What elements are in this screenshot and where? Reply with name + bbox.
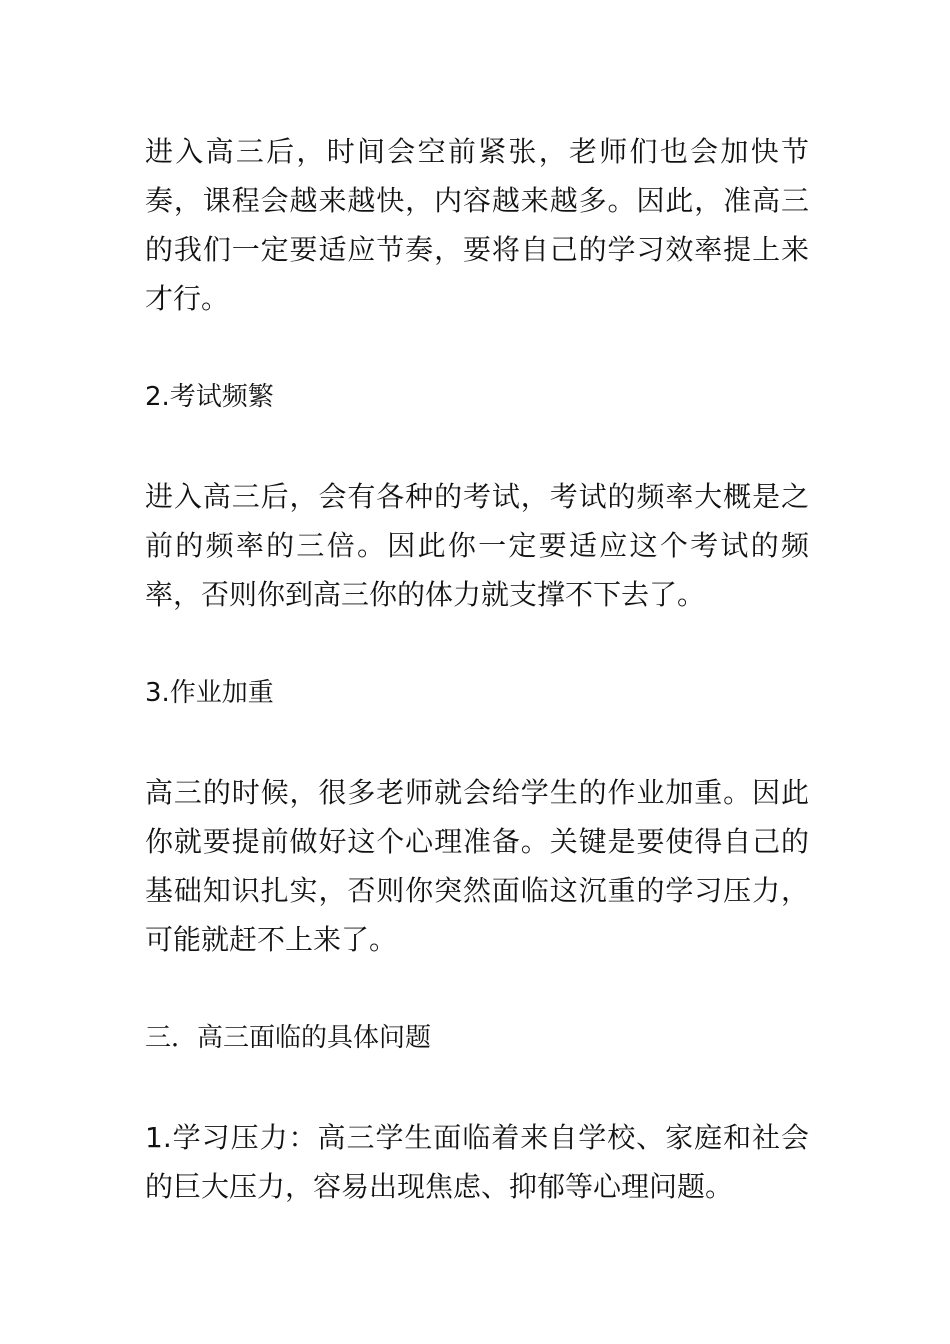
heading-specific-problems: 三．高三面临的具体问题: [145, 1023, 432, 1053]
heading-frequent-exams: 2.考试频繁: [145, 382, 274, 412]
paragraph-gap: [145, 619, 809, 669]
paragraph-gap: [145, 964, 809, 1014]
heading-homework-increase: 3.作业加重: [145, 678, 274, 708]
document-content: [145, 127, 809, 1211]
paragraph-gap: [145, 1063, 809, 1113]
paragraph-homework-load: 高三的时候，很多老师就会给学生的作业加重。因此你就要提前做好这个心理准备。关键是要使得自己的基础知识扎实，否则你突然面临这沉重的学习压力，可能就赶不上来了。: [145, 776, 809, 956]
paragraph-study-pressure: 1.学习压力：高三学生面临着来自学校、家庭和社会的巨大压力，容易出现焦虑、抑郁等心理问题。: [145, 1121, 809, 1203]
paragraph-gap: [145, 718, 809, 768]
paragraph-gap: [145, 422, 809, 472]
paragraph-exam-frequency: 进入高三后，会有各种的考试，考试的频率大概是之前的频率的三倍。因此你一定要适应这个考试的频率，否则你到高三你的体力就支撑不下去了。: [145, 480, 809, 611]
paragraph-gap: [145, 323, 809, 373]
paragraph-study-rhythm: 进入高三后，时间会空前紧张，老师们也会加快节奏，课程会越来越快，内容越来越多。因此，准高三的我们一定要适应节奏，要将自己的学习效率提上来才行。: [145, 135, 809, 315]
